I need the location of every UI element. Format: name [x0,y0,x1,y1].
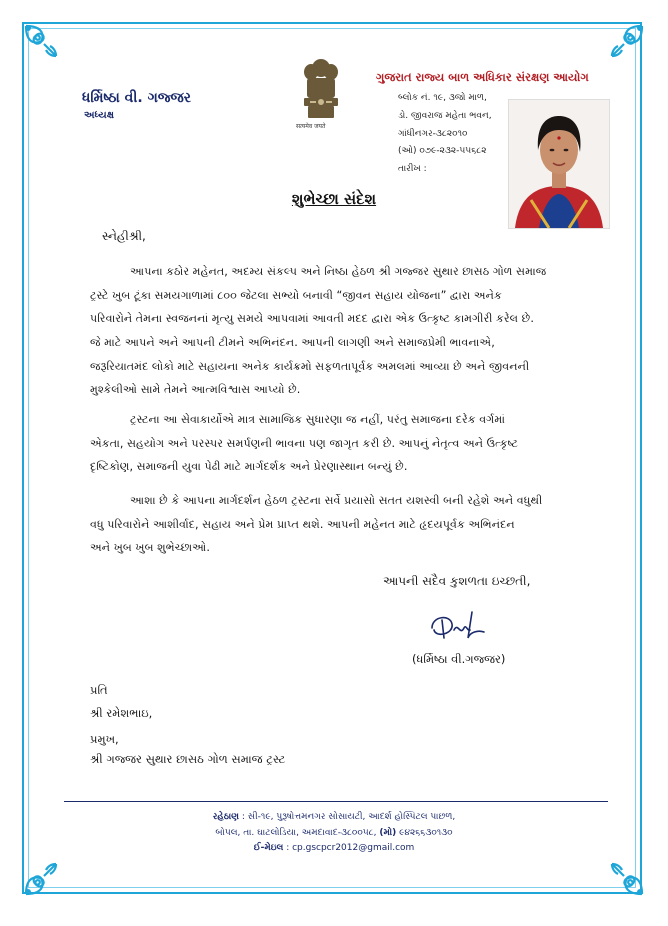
phone-line: (ઓ) ૦૭૯-૨૩૨-૫૫૬૮૨ [398,146,487,156]
paragraph-line: મુશ્કેલીઓ સામે તેમને આત્મવિશ્વાસ આપ્યો છે. [90,383,301,397]
residence-line: : સી-૧૯, પુરૂષોત્તમનગર સોસાયટી, આદર્શ હોસ્પિટલ પાછળ, [241,812,456,822]
recipient-organization: શ્રી ગજ્જર સુથાર છાસઠ ગોળ સમાજ ટ્રસ્ટ [90,752,286,766]
recipient-title: પ્રમુખ, [90,732,119,746]
footer-residence-2 [0,828,668,838]
organization-name: ગુજરાત રાજ્ય બાળ અધિકાર સંરક્ષણ આયોગ [376,70,589,84]
paragraph-line: જે માટે આપને અને આપની ટીમને અભિનંદન. આપની લાગણી અને સમાજપ્રેમી ભાવનાએ, [90,336,495,350]
footer-divider [64,801,608,802]
paragraph-line: દૃષ્ટિકોણ, સમાજની યુવા પેઢી માટે માર્ગદર્શક અને પ્રેરણાસ્થાન બન્યું છે. [90,460,408,474]
letter-paragraph [90,489,560,560]
email-address[interactable]: : cp.gscpcr2012@gmail.com [286,843,415,853]
residence-line: બોપલ, તા. ઘાટલોડિયા, અમદાવાદ-૩૮૦૦૫૮, [215,828,377,838]
address-line: ગાંધીનગર-૩૮૨૦૧૦ [398,129,468,139]
footer-email [0,843,668,853]
chairperson-name: ધર્મિષ્ઠા વી. ગજ્જર [82,90,191,106]
address-line: બ્લોક નં. ૧૯, ૩જો માળ, [398,93,487,103]
signature-icon [428,608,488,644]
mobile-number: ૯૪૨૬૬૩૦૧૩૦ [399,828,453,838]
letter-heading: શુભેચ્છા સંદેશ [291,190,377,208]
paragraph-line: ટ્રસ્ટે ખુબ ટૂંકા સમયગાળામાં ૮૦૦ જેટલા સભ્યો બનાવી “જીવન સહાય યોજના” દ્વારા અનેક [90,288,502,302]
residence-label: રહેઠાણ [212,812,240,822]
corner-ornament-icon [606,22,646,62]
corner-ornament-icon [606,858,646,898]
letter-paragraph [90,260,560,402]
letter-greeting: સ્નેહીશ્રી, [102,229,146,243]
signatory-name: (ધર્મિષ્ઠા વી.ગજ્જર) [412,652,506,666]
recipient-name: શ્રી રમેશભાઇ, [90,706,153,720]
chairperson-role: અધ્યક્ષ [84,110,114,121]
address-line: ડો. જીવરાજ મહેતા ભવન, [398,111,492,121]
paragraph-line: આપના કઠોર મહેનત, અદમ્ય સંકલ્પ અને નિષ્ઠા હેઠળ શ્રી ગજ્જર સુથાર છાસઠ ગોળ સમાજ [130,265,547,278]
email-label: ઈ-મેઇલ [253,843,284,853]
paragraph-line: પરિવારોને તેમના સ્વજનનાં મૃત્યુ સમયે આપવામાં આવતી મદદ દ્વારા એક ઉત્કૃષ્ટ કામગીરી કરેલ છે. [90,312,534,326]
closing-line: આપની સદૈવ કુશળતા ઇચ્છતી, [383,574,531,588]
letter-paragraph [90,408,560,479]
paragraph-line: જરૂરિયાતમંદ લોકો માટે સહાયના અનેક કાર્યક્રમો સફળતાપૂર્વક અમલમાં આવ્યા છે અને જીવનની [90,359,530,373]
paragraph-line: વધુ પરિવારોને આશીર્વાદ, સહાય અને પ્રેમ પ્રાપ્ત થશે. આપની મહેનત માટે હૃદયપૂર્વક અભિનંદન [90,517,515,531]
paragraph-line: ટ્રસ્ટના આ સેવાકાર્યોએ માત્ર સામાજિક સુધારણા જ નહીં, પરંતુ સમાજના દરેક વર્ગમાં [130,413,505,426]
paragraph-line: આશા છે કે આપના માર્ગદર્શન હેઠળ ટ્રસ્ટના સર્વે પ્રયાસો સતત યશસ્વી બની રહેશે અને વધુથી [130,494,543,507]
mobile-label: (મો) [379,828,397,838]
paragraph-line: એકતા, સહયોગ અને પરસ્પર સમર્પણની ભાવના પણ જાગૃત કરી છે. આપનું નેતૃત્વ અને ઉત્કૃષ્ટ [90,436,519,450]
corner-ornament-icon [22,858,62,898]
date-label: તારીખ : [398,164,427,174]
paragraph-line: અને ખુબ ખુબ શુભેચ્છાઓ. [90,541,210,555]
emblem-motto: सत्यमेव जयते [296,123,326,130]
chairperson-photo [508,99,610,229]
recipient-prefix: પ્રતિ [90,683,108,697]
footer-residence [0,812,668,822]
corner-ornament-icon [22,22,62,62]
